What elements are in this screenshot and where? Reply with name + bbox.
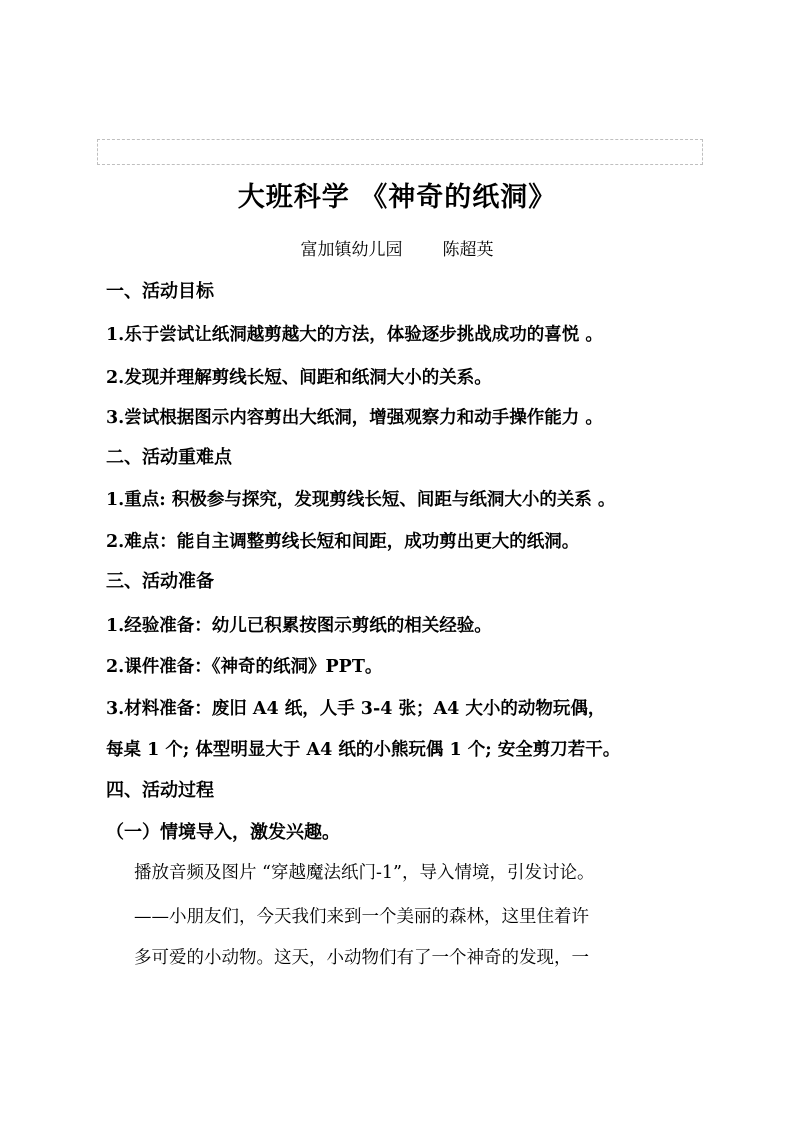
- goal-item-2: 2.发现并理解剪线长短、间距和纸洞大小的关系。: [106, 368, 492, 388]
- section-heading-process: 四、活动过程: [106, 780, 214, 801]
- school-name: 富加镇幼儿园: [300, 240, 403, 260]
- preparation-item-2: 2.课件准备：《神奇的纸洞》PPT。: [106, 657, 383, 677]
- preparation-item-3-continued: 每桌 1 个; 体型明显大于 A4 纸的小熊玩偶 1 个; 安全剪刀若干。: [106, 740, 621, 760]
- process-subheading-intro: （一）情境导入，激发兴趣。: [106, 822, 340, 843]
- header-placeholder-box: [97, 139, 703, 165]
- goal-item-1: 1.乐于尝试让纸洞越剪越大的方法，体验逐步挑战成功的喜悦 。: [106, 325, 603, 345]
- author-line: [0, 236, 794, 264]
- process-paragraph-line-1: 播放音频及图片 “穿越魔法纸门-1”，导入情境，引发讨论。: [134, 863, 595, 883]
- key-point-item-1: 1.重点: 积极参与探究，发现剪线长短、间距与纸洞大小的关系 。: [106, 490, 616, 510]
- key-point-item-2: 2.难点：能自主调整剪线长短和间距，成功剪出更大的纸洞。: [106, 532, 580, 552]
- section-heading-goals: 一、活动目标: [106, 281, 214, 302]
- goal-item-3: 3.尝试根据图示内容剪出大纸洞，增强观察力和动手操作能力 。: [106, 408, 603, 428]
- preparation-item-1: 1.经验准备：幼儿已积累按图示剪纸的相关经验。: [106, 616, 492, 636]
- section-heading-preparation: 三、活动准备: [106, 571, 214, 592]
- process-paragraph-line-3: 多可爱的小动物。这天，小动物们有了一个神奇的发现，一: [134, 948, 589, 968]
- author-name: 陈超英: [442, 240, 494, 260]
- document-title: 大班科学 《神奇的纸洞》: [237, 182, 557, 213]
- preparation-item-3: 3.材料准备：废旧 A4 纸，人手 3-4 张；A4 大小的动物玩偶，: [106, 699, 606, 719]
- process-paragraph-line-2: ——小朋友们，今天我们来到一个美丽的森林，这里住着许: [134, 907, 589, 927]
- section-heading-key-points: 二、活动重难点: [106, 447, 232, 468]
